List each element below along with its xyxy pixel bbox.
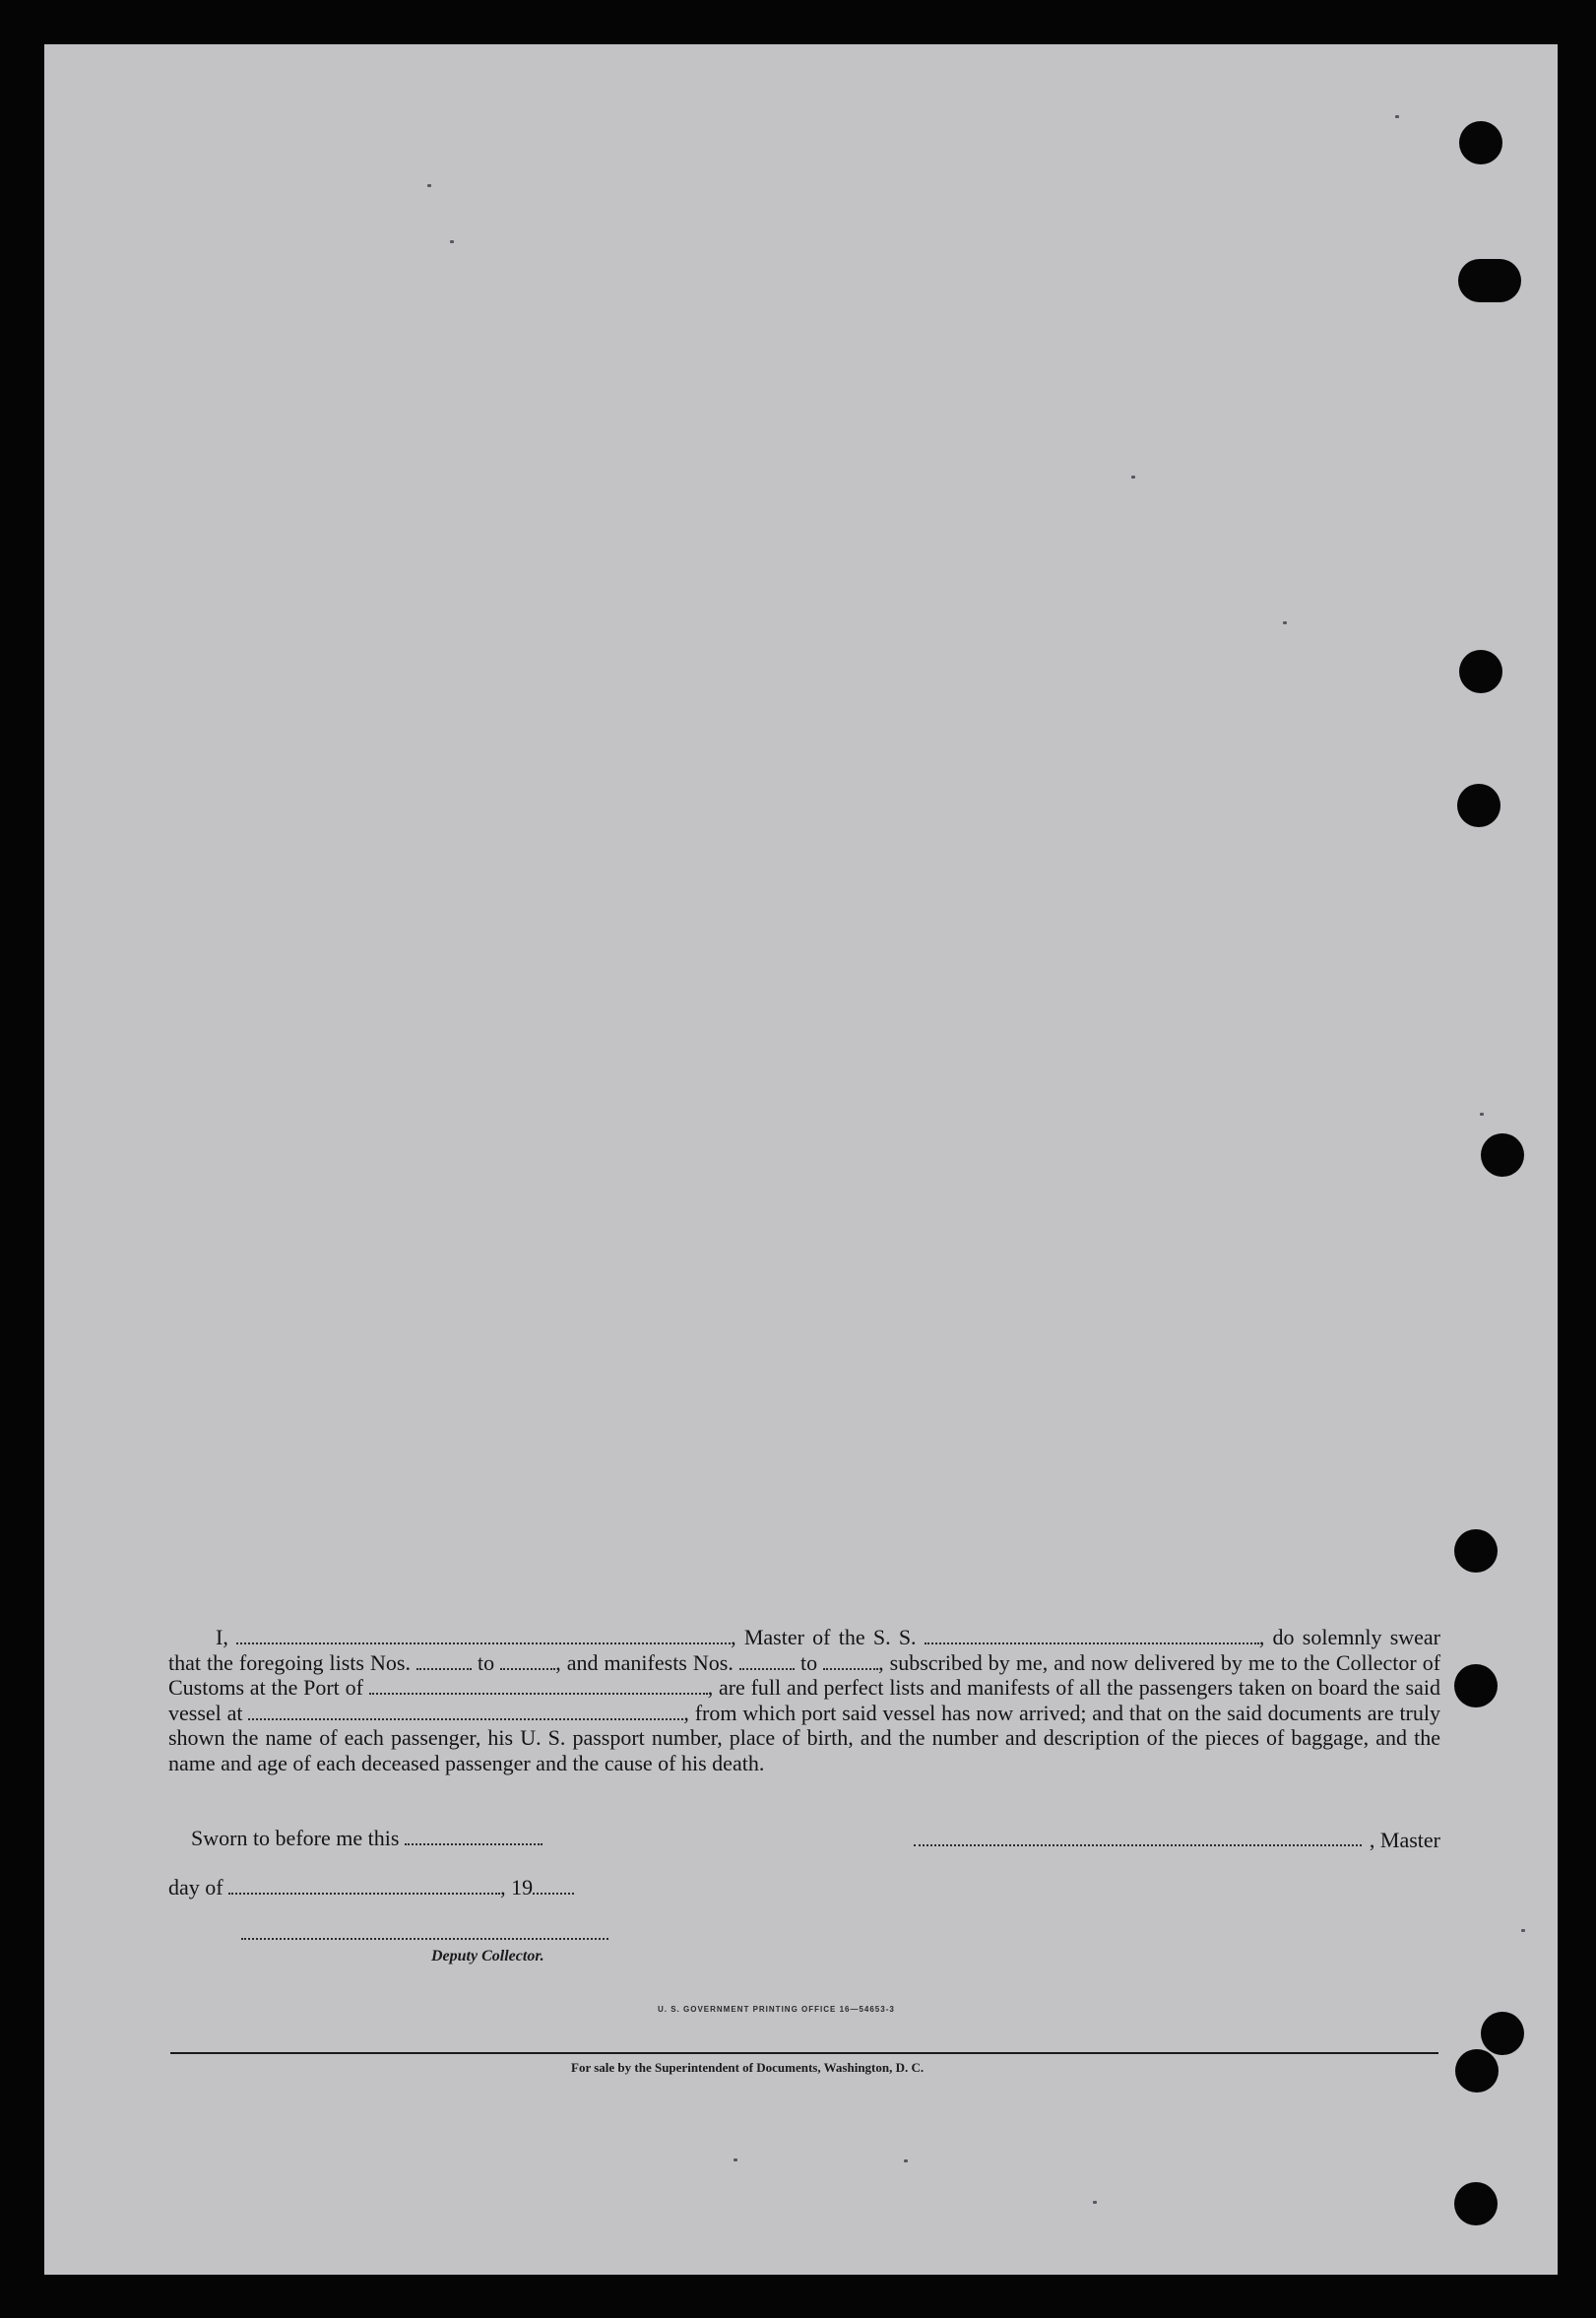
speck: [1283, 621, 1287, 624]
lists-to-blank[interactable]: [500, 1652, 555, 1670]
oath-text: , and manifests Nos.: [555, 1649, 734, 1675]
oath-text: , subscribed by me, and now delivered by me to the Collector of Customs at the Port of: [168, 1649, 1441, 1701]
oath-text: to: [478, 1649, 495, 1675]
oath-text: , from which port said vessel has now arrived; and that on the said documents are truly shown the name of each passenger, his U. S. passport number, place of birth, and the number and description of the pieces of baggage, and the name and age of each deceased passenger and the cause of his death.: [168, 1700, 1440, 1775]
footer-divider: [170, 2052, 1438, 2054]
deputy-signature-blank[interactable]: [241, 1938, 608, 1940]
sworn-statement: [191, 1826, 543, 1851]
punch-hole: [1458, 259, 1521, 302]
punch-hole: [1454, 2182, 1498, 2225]
port-of-arrival-blank[interactable]: [369, 1677, 708, 1695]
port-of-departure-blank[interactable]: [248, 1703, 683, 1720]
sworn-text: Sworn to before me this: [191, 1826, 400, 1850]
speck: [1480, 1113, 1484, 1116]
punch-hole: [1455, 2049, 1499, 2093]
speck: [1521, 1929, 1525, 1932]
sworn-day-blank[interactable]: [405, 1828, 543, 1845]
oath-text: , Master of the S. S.: [731, 1625, 917, 1649]
speck: [427, 184, 431, 187]
master-signature-blank[interactable]: [914, 1844, 1362, 1846]
day-of-text: day of: [168, 1875, 223, 1899]
oath-text: to: [799, 1649, 818, 1675]
master-name-blank[interactable]: [236, 1627, 731, 1644]
printing-office-imprint: U. S. GOVERNMENT PRINTING OFFICE 16—54653-3: [658, 2005, 895, 2014]
year-prefix: , 19: [500, 1875, 534, 1899]
punch-hole: [1454, 1529, 1498, 1573]
month-blank[interactable]: [228, 1877, 500, 1895]
day-of-line: [168, 1875, 574, 1900]
master-signature-line: [914, 1826, 1440, 1853]
speck: [1131, 476, 1135, 479]
master-oath-paragraph: [168, 1625, 1440, 1776]
deputy-collector-label: Deputy Collector.: [431, 1948, 544, 1964]
speck: [1395, 115, 1399, 118]
oath-text: I,: [216, 1625, 228, 1649]
oath-text: , are full and perfect lists and manifests of all the passengers taken on board the said vessel at: [168, 1675, 1440, 1725]
punch-hole: [1459, 650, 1502, 693]
punch-hole: [1481, 1133, 1524, 1177]
speck: [450, 240, 454, 243]
speck: [904, 2159, 908, 2162]
punch-hole: [1457, 784, 1500, 827]
punch-hole: [1454, 1664, 1498, 1707]
manifests-to-blank[interactable]: [823, 1652, 878, 1670]
oath-text: , do solemnly swear that the foregoing lists Nos.: [168, 1625, 1441, 1675]
punch-hole: [1481, 2012, 1524, 2055]
manifests-from-blank[interactable]: [739, 1652, 795, 1670]
punch-hole: [1459, 121, 1502, 164]
for-sale-notice: For sale by the Superintendent of Documents, Washington, D. C.: [571, 2060, 925, 2075]
lists-from-blank[interactable]: [416, 1652, 472, 1670]
master-label: , Master: [1369, 1828, 1440, 1852]
speck: [734, 2158, 737, 2161]
year-blank[interactable]: [533, 1877, 574, 1895]
speck: [1093, 2201, 1097, 2204]
ship-name-blank[interactable]: [925, 1627, 1259, 1644]
form-page: [44, 44, 1558, 2275]
